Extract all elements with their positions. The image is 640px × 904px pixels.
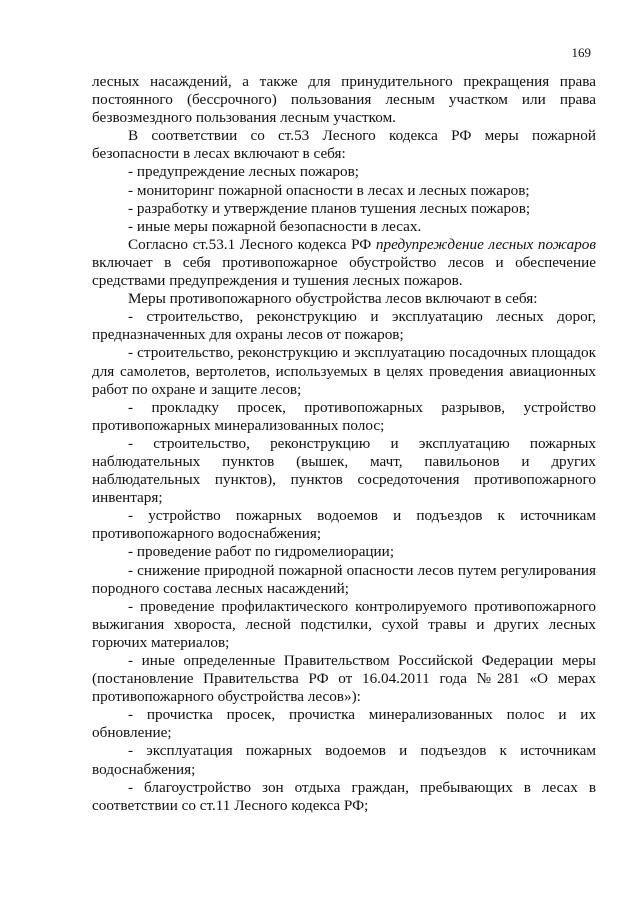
list-item: - строительство, реконструкцию и эксплуатацию лесных дорог, предназначенных для охраны лесов от пожаров;	[92, 308, 596, 344]
paragraph-continuation: лесных насаждений, а также для принудительного прекращения права постоянного (бессрочного) пользования лесным участком или права безвозмездного пользования лесным участком.	[92, 73, 596, 127]
list-item: - предупреждение лесных пожаров;	[128, 163, 359, 181]
list-item: - снижение природной пожарной опасности лесов путем регулирования породного состава лесных насаждений;	[92, 561, 596, 597]
list-item: - строительство, реконструкцию и эксплуатацию посадочных площадок для самолетов, вертолетов, используемых в целях проведения авиационных работ по охране и защите лесов;	[92, 344, 596, 398]
list-item: - разработку и утверждение планов тушения лесных пожаров;	[128, 199, 531, 217]
document-body	[92, 73, 596, 815]
list-item: - строительство, реконструкцию и эксплуатацию пожарных наблюдательных пунктов (вышек, мачт, павильонов и других наблюдательных пунктов), пунктов сосредоточения противопожарного инвентаря;	[92, 434, 596, 507]
paragraph-prevention-end: включает в себя противопожарное обустройство лесов и обеспечение средствами предупреждения и тушения лесных пожаров.	[92, 253, 596, 290]
paragraph-measures-intro: Меры противопожарного обустройства лесов включают в себя:	[128, 290, 538, 308]
paragraph-prevention-start: Согласно ст.53.1 Лесного кодекса РФ	[128, 235, 376, 253]
list-item: - эксплуатация пожарных водоемов и подъездов к источникам водоснабжения;	[92, 742, 596, 778]
list-item: - иные меры пожарной безопасности в лесах.	[128, 217, 422, 235]
list-item: - иные определенные Правительством Российской Федерации меры (постановление Правительства РФ от 16.04.2011 года №281 «О мерах противопожарного обустройства лесов»):	[92, 652, 596, 706]
list-item: - проведение профилактического контролируемого противопожарного выжигания хвороста, лесной подстилки, сухой травы и других лесных горючих материалов;	[92, 597, 596, 651]
list-item: - прокладку просек, противопожарных разрывов, устройство противопожарных минерализованных полос;	[92, 398, 596, 434]
list-item: - прочистка просек, прочистка минерализованных полос и их обновление;	[92, 706, 596, 742]
paragraph-fire-safety-measures: В соответствии со ст.53 Лесного кодекса РФ меры пожарной безопасности в лесах включают в себя:	[92, 127, 596, 163]
list-item: - проведение работ по гидромелиорации;	[128, 543, 395, 561]
list-item: - мониторинг пожарной опасности в лесах и лесных пожаров;	[128, 181, 530, 199]
list-item: - устройство пожарных водоемов и подъездов к источникам противопожарного водоснабжения;	[92, 507, 596, 543]
paragraph-prevention	[92, 236, 596, 290]
list-item: - благоустройство зон отдыха граждан, пребывающих в лесах в соответствии со ст.11 Лесного кодекса РФ;	[92, 778, 596, 814]
emphasis-prevention: предупреждение лесных пожаров	[375, 235, 596, 253]
page-number: 169	[571, 45, 591, 60]
